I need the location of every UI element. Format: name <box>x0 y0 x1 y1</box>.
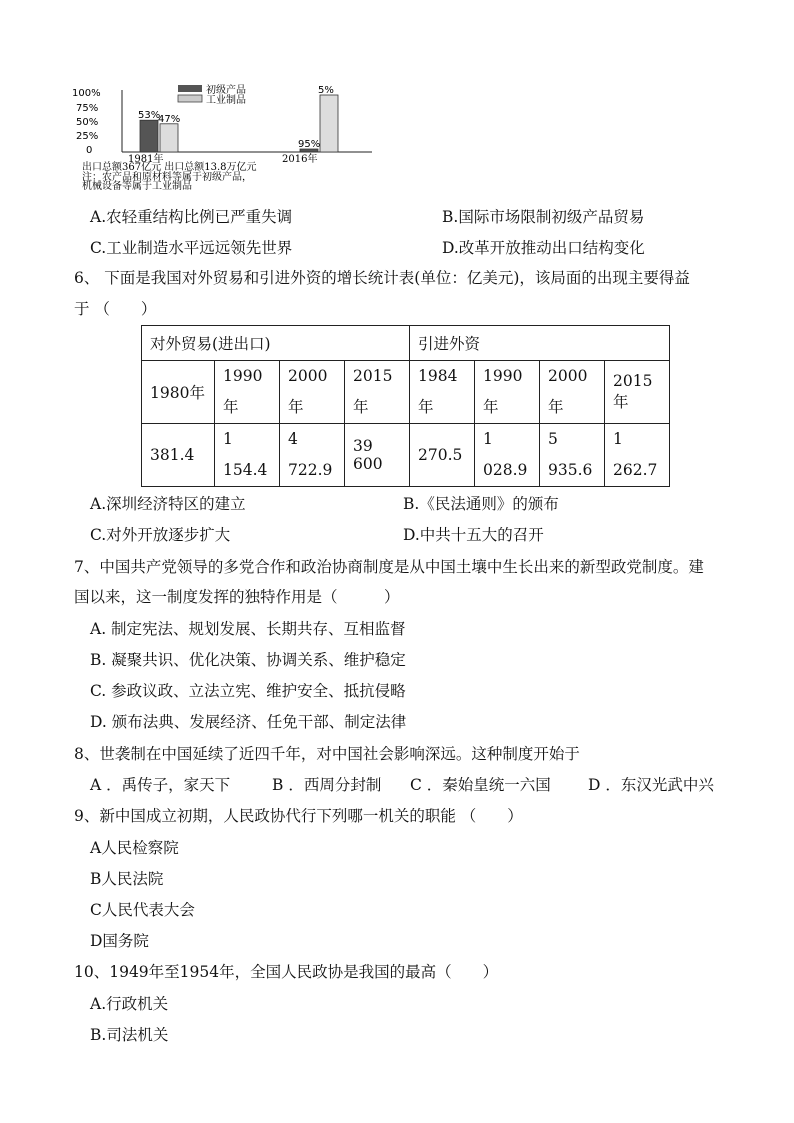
q6-option-b[interactable]: B.《民法通则》的颁布 <box>403 495 559 513</box>
table-year-text: 1984 <box>418 367 458 385</box>
table-value-row <box>142 424 670 487</box>
chart-note-line3: 机械设备等属于工业制品 <box>82 181 192 190</box>
chart-note-line2: 注：农产品和原材料等属于初级产品， <box>82 172 252 183</box>
bar-data-label: 53% <box>138 110 161 122</box>
bar-1981年-初级产品 <box>140 120 158 152</box>
table-value-text: 028.9 <box>483 461 528 479</box>
q8-stem: 8、世袭制在中国延续了近四千年，对中国社会影响深远。这种制度开始于 <box>74 745 580 763</box>
table-year-cell <box>142 361 215 424</box>
table-year-cell <box>410 361 475 424</box>
q9-option-c[interactable]: C人民代表大会 <box>90 901 195 919</box>
table-value-cell <box>142 424 215 487</box>
q10-option-a[interactable]: A.行政机关 <box>90 995 169 1013</box>
table-value-text: 722.9 <box>288 461 333 479</box>
bar-data-label: 5% <box>318 85 334 96</box>
bar-2016年-工业制品 <box>320 95 338 152</box>
q7-option-b[interactable]: B. 凝聚共识、优化决策、协调关系、维护稳定 <box>90 651 406 669</box>
table-year-text: 2015 <box>353 367 393 385</box>
q6-option-a[interactable]: A.深圳经济特区的建立 <box>90 495 246 513</box>
chart-svg <box>72 84 408 190</box>
table-year-cell <box>345 361 410 424</box>
y-tick-label: 75% <box>76 103 99 114</box>
table-year-cell <box>605 361 670 424</box>
q5-option-a[interactable]: A.农轻重结构比例已严重失调 <box>90 208 293 226</box>
table-value-text: 154.4 <box>223 461 268 479</box>
table-year-cell <box>280 361 345 424</box>
table-year-text: 年 <box>353 398 369 416</box>
q7-stem-line1: 7、中国共产党领导的多党合作和政治协商制度是从中国土壤中生长出来的新型政党制度。建 <box>74 558 704 576</box>
table-year-text: 2015年 <box>613 372 653 411</box>
q5-option-c[interactable]: C.工业制造水平远远领先世界 <box>90 239 293 257</box>
legend-swatch-primary <box>178 85 202 92</box>
table-value-text: 270.5 <box>418 446 463 464</box>
table-year-text: 2000 <box>548 367 588 385</box>
table-year-text: 1980年 <box>150 384 205 402</box>
table-year-cell <box>475 361 540 424</box>
table-value-text: 5 <box>548 430 558 448</box>
table-value-text: 39 600 <box>353 437 383 473</box>
trade-investment-table <box>141 325 670 487</box>
q6-option-c[interactable]: C.对外开放逐步扩大 <box>90 526 231 544</box>
q9-option-a[interactable]: A人民检察院 <box>90 839 179 857</box>
table-value-text: 381.4 <box>150 446 195 464</box>
table-value-cell <box>540 424 605 487</box>
y-tick-label: 100% <box>72 88 101 99</box>
q5-option-b[interactable]: B.国际市场限制初级产品贸易 <box>442 208 645 226</box>
bar-data-label: 95% <box>298 139 321 150</box>
table-year-row <box>142 361 670 424</box>
table-value-text: 1 <box>223 430 233 448</box>
table-group-trade: 对外贸易(进出口) <box>142 326 410 361</box>
table-header-row <box>142 326 670 361</box>
q7-option-d[interactable]: D. 颁布法典、发展经济、任免干部、制定法律 <box>90 713 407 731</box>
q9-stem: 9、新中国成立初期，人民政协代行下列哪一机关的职能 （ ） <box>74 807 523 825</box>
table-value-cell <box>345 424 410 487</box>
x-tick-label-2016: 2016年 <box>282 154 318 165</box>
table-value-cell <box>605 424 670 487</box>
table-value-cell <box>280 424 345 487</box>
q7-stem-line2: 国以来，这一制度发挥的独特作用是（ ） <box>74 588 400 606</box>
table-year-text: 1990 <box>483 367 523 385</box>
table-year-text: 1990 <box>223 367 263 385</box>
table-year-text: 年 <box>483 398 499 416</box>
table-year-text: 2000 <box>288 367 328 385</box>
y-tick-label: 0 <box>86 145 93 156</box>
table-year-text: 年 <box>548 398 564 416</box>
q10-stem: 10、1949年至1954年，全国人民政协是我国的最高（ ） <box>74 963 499 981</box>
export-structure-chart <box>72 84 408 190</box>
bar-1981年-工业制品 <box>160 124 178 152</box>
q8-option-c[interactable]: C ．秦始皇统一六国 <box>410 776 551 794</box>
q8-option-b[interactable]: B ．西周分封制 <box>272 776 382 794</box>
q5-option-d[interactable]: D.改革开放推动出口结构变化 <box>442 239 645 257</box>
q10-option-b[interactable]: B.司法机关 <box>90 1026 169 1044</box>
y-tick-label: 50% <box>76 117 99 128</box>
legend-swatch-industrial <box>178 95 202 102</box>
x-tick-label-1981: 1981年 <box>128 154 164 165</box>
table-year-cell <box>540 361 605 424</box>
q9-option-d[interactable]: D国务院 <box>90 932 149 950</box>
table-value-cell <box>215 424 280 487</box>
table-group-investment: 引进外资 <box>410 326 670 361</box>
table-year-text: 年 <box>418 398 434 416</box>
q6-stem-line1: 6、 下面是我国对外贸易和引进外资的增长统计表(单位：亿美元)，该局面的出现主要得益 <box>74 269 690 287</box>
q9-option-b[interactable]: B人民法院 <box>90 870 164 888</box>
q7-option-c[interactable]: C. 参政议政、立法立宪、维护安全、抵抗侵略 <box>90 682 406 700</box>
y-tick-label: 25% <box>76 131 99 142</box>
q6-option-d[interactable]: D.中共十五大的召开 <box>403 526 544 544</box>
table-value-text: 1 <box>483 430 493 448</box>
bar-data-label: 47% <box>158 113 181 125</box>
table-value-text: 935.6 <box>548 461 593 479</box>
table-value-text: 262.7 <box>613 461 658 479</box>
q8-option-a[interactable]: A ．禹传子，家天下 <box>90 776 231 794</box>
table-year-text: 年 <box>288 398 304 416</box>
table-value-text: 1 <box>613 430 623 448</box>
legend-label-industrial: 工业制品 <box>206 95 246 106</box>
table-value-text: 4 <box>288 430 298 448</box>
table-value-cell <box>475 424 540 487</box>
table-year-cell <box>215 361 280 424</box>
q8-option-d[interactable]: D ．东汉光武中兴 <box>588 776 714 794</box>
table-value-cell <box>410 424 475 487</box>
q7-option-a[interactable]: A. 制定宪法、规划发展、长期共存、互相监督 <box>90 620 406 638</box>
q6-stem-line2: 于 （ ） <box>74 300 157 318</box>
table-year-text: 年 <box>223 398 239 416</box>
legend-label-primary: 初级产品 <box>206 85 246 96</box>
chart-note-line1: 出口总额367亿元 出口总额13.8万亿元 <box>82 162 257 173</box>
